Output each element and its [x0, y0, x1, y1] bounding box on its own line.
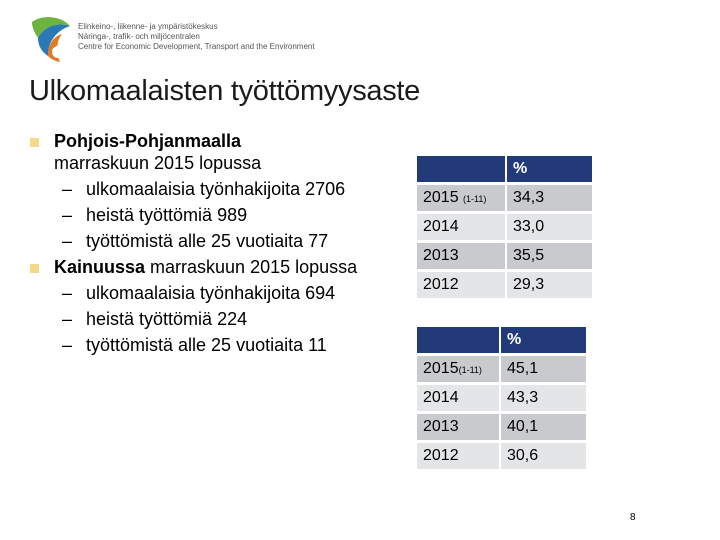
table-row: 2013 35,5 [417, 243, 592, 272]
table-header-row [417, 156, 592, 185]
table-row: 2015 (1-11) 34,3 [417, 185, 592, 214]
list-item: – ulkomaalaisia työnhakijoita 2706 [62, 179, 346, 199]
section-pohjois-pohjanmaa [30, 130, 360, 174]
table-row: 2012 30,6 [417, 443, 586, 472]
table-row: 2012 29,3 [417, 272, 592, 301]
table-pohjois-pohjanmaa [417, 156, 592, 301]
table-row: 2014 33,0 [417, 214, 592, 243]
bullet-square-icon [30, 138, 39, 147]
section-text: marraskuun 2015 lopussa [145, 257, 358, 277]
section-kainuu [30, 256, 360, 278]
org-line-3: Centre for Economic Development, Transport and the Environment [78, 42, 315, 51]
section-text: marraskuun 2015 lopussa [54, 153, 262, 173]
table-row: 2014 43,3 [417, 385, 586, 414]
org-line-1: Elinkeino-, liikenne- ja ympäristökeskus [78, 22, 218, 31]
header-percent: % [499, 327, 586, 356]
content-body [30, 130, 360, 356]
table-kainuu [417, 327, 586, 472]
list-item: – ulkomaalaisia työnhakijoita 694 [62, 283, 336, 303]
ely-logo [28, 16, 74, 66]
bullet-square-icon [30, 264, 39, 273]
header-percent: % [505, 156, 592, 185]
list-item: – työttömistä alle 25 vuotiaita 77 [62, 231, 329, 251]
page-title: Ulkomaalaisten työttömyysaste [29, 75, 421, 107]
organization-name [78, 22, 315, 52]
list-item: – heistä työttömiä 224 [62, 309, 248, 329]
list-item: – heistä työttömiä 989 [62, 205, 248, 225]
section-heading: Kainuussa [54, 257, 146, 277]
section-heading: Pohjois-Pohjanmaalla [54, 131, 242, 151]
table-row: 2015(1-11) 45,1 [417, 356, 586, 385]
table-row: 2013 40,1 [417, 414, 586, 443]
org-line-2: Näringa-, trafik- och miljöcentralen [78, 32, 200, 41]
list-item: – työttömistä alle 25 vuotiaita 11 [62, 335, 327, 355]
table-header-row [417, 327, 586, 356]
page-number: 8 [630, 512, 636, 523]
